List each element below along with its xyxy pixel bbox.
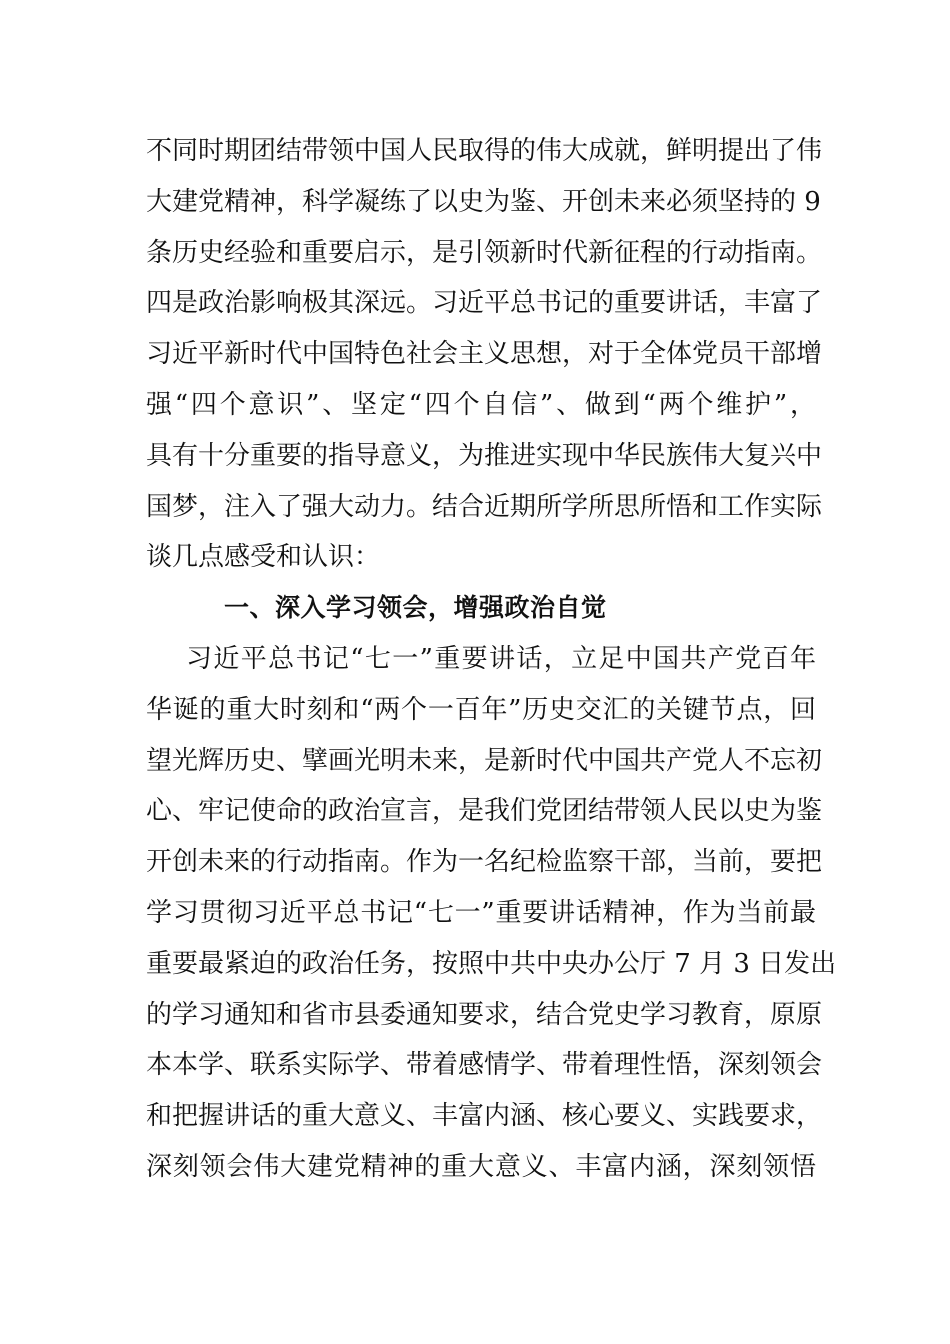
paragraph-section-one <box>146 634 837 1193</box>
text-line: 大建党精神，科学凝练了以史为鉴、开创未来必须坚持的 9 <box>146 186 821 217</box>
text-line: 习近平新时代中国特色社会主义思想，对于全体党员干部增 <box>146 339 823 370</box>
text-line: 心、牢记使命的政治宣言，是我们党团结带领人民以史为鉴 <box>146 796 823 827</box>
text-line: 四是政治影响极其深远。习近平总书记的重要讲话，丰富了 <box>146 288 823 319</box>
text-line: 强“四个意识”、坚定“四个自信”、做到“两个维护”， <box>146 389 816 420</box>
text-line: 学习贯彻习近平总书记“七一”重要讲话精神，作为当前最 <box>146 897 816 928</box>
text-line: 华诞的重大时刻和“两个一百年”历史交汇的关键节点，回 <box>146 694 816 725</box>
text-line: 习近平总书记“七一”重要讲话，立足中国共产党百年 <box>186 643 816 674</box>
paragraph-continuation <box>146 126 823 583</box>
text-line: 深刻领会伟大建党精神的重大意义、丰富内涵，深刻领悟 <box>146 1151 816 1182</box>
text-line: 的学习通知和省市县委通知要求，结合党史学习教育，原原 <box>146 999 823 1030</box>
text-line: 重要最紧迫的政治任务，按照中共中央办公厅 7 月 3 日发出 <box>146 948 837 979</box>
text-line: 望光辉历史、擘画光明未来，是新时代中国共产党人不忘初 <box>146 745 823 776</box>
text-line: 和把握讲话的重大意义、丰富内涵、核心要义、实践要求， <box>146 1101 823 1132</box>
text-line: 谈几点感受和认识： <box>146 542 381 573</box>
text-line: 本本学、联系实际学、带着感情学、带着理性悟，深刻领会 <box>146 1050 823 1081</box>
document-body <box>146 126 837 1193</box>
section-heading: 一、深入学习领会，增强政治自觉 <box>224 593 607 623</box>
text-line: 不同时期团结带领中国人民取得的伟大成就，鲜明提出了伟 <box>146 136 823 166</box>
text-line: 条历史经验和重要启示，是引领新时代新征程的行动指南。 <box>146 237 823 268</box>
text-line: 开创未来的行动指南。作为一名纪检监察干部，当前，要把 <box>146 847 823 878</box>
text-line: 具有十分重要的指导意义，为推进实现中华民族伟大复兴中 <box>146 440 823 471</box>
text-line: 国梦，注入了强大动力。结合近期所学所思所悟和工作实际 <box>146 491 823 522</box>
